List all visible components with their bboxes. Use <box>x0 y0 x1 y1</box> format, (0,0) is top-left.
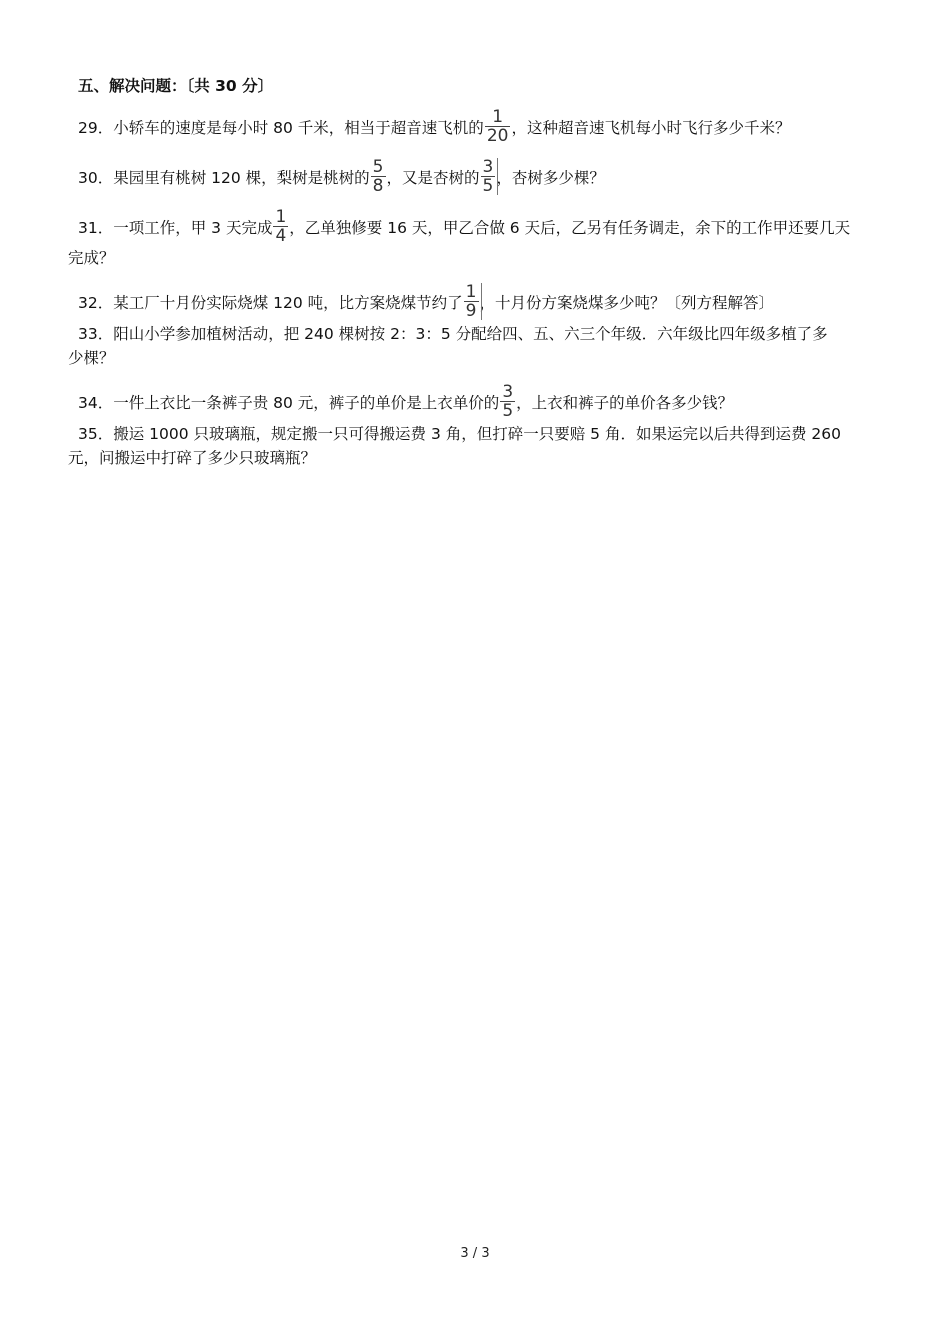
question-33-continuation: 少棵？ <box>68 349 115 367</box>
fraction-denominator: 5 <box>502 401 514 421</box>
fraction-denominator: 8 <box>372 176 384 196</box>
question-31-text-end: ，乙单独修要 16 天，甲乙合做 6 天后，乙另有任务调走，余下的工作甲还要几天 <box>289 219 851 237</box>
fraction-numerator: 1 <box>492 107 504 127</box>
question-30-text-start: 30．果园里有桃树 120 棵，梨树是桃树的 <box>78 169 370 187</box>
question-29 <box>78 107 791 147</box>
question-30-text-middle: ，又是杏树的 <box>386 169 480 187</box>
question-31 <box>78 207 851 247</box>
fraction-denominator: 9 <box>465 301 477 321</box>
fraction-numerator: 1 <box>465 282 477 302</box>
question-29-text-start: 29．小轿车的速度是每小时 80 千米，相当于超音速飞机的 <box>78 119 484 137</box>
fraction-1-9 <box>464 283 479 320</box>
question-32 <box>78 282 775 322</box>
question-31-text-start: 31．一项工作，甲 3 天完成 <box>78 219 273 237</box>
question-32-text-end: ，十月份方案烧煤多少吨？〔列方程解答〕 <box>479 294 775 312</box>
fraction-denominator: 4 <box>275 226 287 246</box>
question-31-continuation: 完成？ <box>68 249 115 267</box>
fraction-numerator: 1 <box>275 207 287 227</box>
question-34-text-end: ，上衣和裤子的单价各多少钱？ <box>516 394 734 412</box>
question-35-continuation: 元，问搬运中打碎了多少只玻璃瓶？ <box>68 449 317 467</box>
question-34-text-start: 34．一件上衣比一条裤子贵 80 元，裤子的单价是上衣单价的 <box>78 394 500 412</box>
fraction-5-8 <box>371 158 386 195</box>
question-30 <box>78 157 605 197</box>
fraction-3-5 <box>500 383 515 420</box>
question-33: 33．阳山小学参加植树活动，把 240 棵树按 2：3：5 分配给四、五、六三个年级．六年级比四年级多植了多 <box>78 325 828 343</box>
fraction-denominator: 20 <box>486 126 509 146</box>
question-34 <box>78 382 734 422</box>
question-35: 35．搬运 1000 只玻璃瓶，规定搬一只可得搬运费 3 角，但打碎一只要赔 5 角．如果运完以后共得到运费 260 <box>78 425 841 443</box>
fraction-denominator: 5 <box>482 176 494 196</box>
fraction-3-5 <box>481 158 496 195</box>
fraction-1-4 <box>273 208 288 245</box>
fraction-numerator: 5 <box>372 157 384 177</box>
fraction-numerator: 3 <box>502 382 514 402</box>
question-30-text-end: ，杏树多少棵？ <box>496 169 605 187</box>
page-number: 3 / 3 <box>460 1246 490 1261</box>
section-title: 五、解决问题：〔共 30 分〕 <box>78 77 274 95</box>
fraction-numerator: 3 <box>482 157 494 177</box>
question-29-text-end: ，这种超音速飞机每小时飞行多少千米？ <box>511 119 791 137</box>
question-32-text-start: 32．某工厂十月份实际烧煤 120 吨，比方案烧煤节约了 <box>78 294 463 312</box>
fraction-1-20 <box>485 108 511 145</box>
